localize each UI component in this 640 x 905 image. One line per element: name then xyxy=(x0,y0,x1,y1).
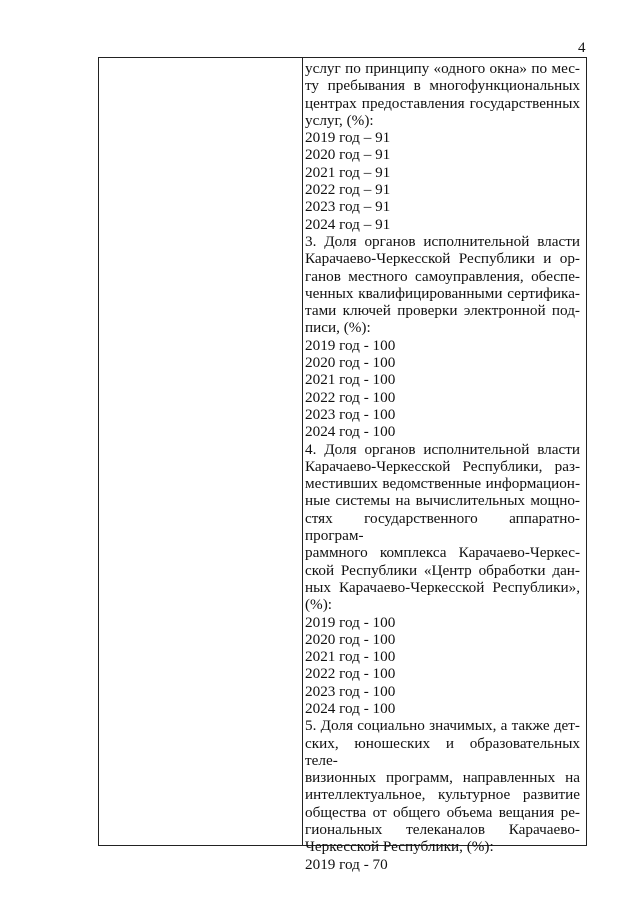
text-line: Карачаево-Черкесской Республики, раз- xyxy=(305,457,580,475)
text-line: 2021 год - 100 xyxy=(305,371,396,389)
text-line: раммного комплекса Карачаево-Черкес- xyxy=(305,544,580,562)
text-line: услуг, (%): xyxy=(305,111,374,129)
text-line: ской Республики «Центр обработки дан- xyxy=(305,561,580,579)
text-line: 2022 год – 91 xyxy=(305,181,391,199)
text-line: 3. Доля органов исполнительной власти xyxy=(305,232,580,250)
text-line: 2019 год - 70 xyxy=(305,855,388,873)
text-line: общества от общего объема вещания ре- xyxy=(305,803,580,821)
text-line: Черкесской Республики, (%): xyxy=(305,838,494,856)
text-line: 2024 год - 100 xyxy=(305,423,396,441)
text-line: 4. Доля органов исполнительной власти xyxy=(305,440,580,458)
text-line: тами ключей проверки электронной под- xyxy=(305,302,580,320)
text-line: стях государственного аппаратно-програм- xyxy=(305,509,580,545)
text-line: 2022 год - 100 xyxy=(305,665,396,683)
page-number: 4 xyxy=(578,40,586,56)
text-line: (%): xyxy=(305,596,332,614)
text-line: 2023 год - 100 xyxy=(305,682,396,700)
text-line: 2023 год - 100 xyxy=(305,405,396,423)
text-line: ских, юношеских и образовательных теле- xyxy=(305,734,580,769)
text-line: гиональных телеканалов Карачаево- xyxy=(305,821,580,839)
text-line: интеллектуальное, культурное развитие xyxy=(305,786,580,804)
text-line: 2020 год - 100 xyxy=(305,630,396,648)
text-line: 2023 год – 91 xyxy=(305,198,391,216)
text-line: 2019 год - 100 xyxy=(305,613,396,631)
table-cell-right xyxy=(305,60,580,873)
text-line: 2020 год - 100 xyxy=(305,354,396,372)
text-line: 2021 год - 100 xyxy=(305,648,396,666)
text-line: 2024 год - 100 xyxy=(305,699,396,717)
text-line: услуг по принципу «одного окна» по мес- xyxy=(305,60,580,77)
column-divider xyxy=(302,58,303,845)
text-line: визионных программ, направленных на xyxy=(305,769,580,787)
text-line: 2021 год – 91 xyxy=(305,163,391,181)
text-line: Карачаево-Черкесской Республики и ор- xyxy=(305,250,580,268)
document-table xyxy=(98,57,587,873)
text-line: 2019 год - 100 xyxy=(305,336,396,354)
text-line: 5. Доля социально значимых, а также дет- xyxy=(305,717,580,735)
text-line: 2024 год – 91 xyxy=(305,215,391,233)
text-line: ные системы на вычислительных мощно- xyxy=(305,492,580,510)
text-line: ченных квалифицированными сертифика- xyxy=(305,284,580,302)
text-line: центрах предоставления государственных xyxy=(305,94,580,112)
text-line: ганов местного самоуправления, обеспе- xyxy=(305,267,580,285)
text-line: 2022 год - 100 xyxy=(305,388,396,406)
text-line: ту пребывания в многофункциональных xyxy=(305,77,580,95)
text-line: местивших ведомственные информацион- xyxy=(305,475,580,493)
text-line: ных Карачаево-Черкесской Республики», xyxy=(305,578,580,596)
text-line: 2019 год – 91 xyxy=(305,129,391,147)
text-line: 2020 год – 91 xyxy=(305,146,391,164)
text-line: писи, (%): xyxy=(305,319,371,337)
